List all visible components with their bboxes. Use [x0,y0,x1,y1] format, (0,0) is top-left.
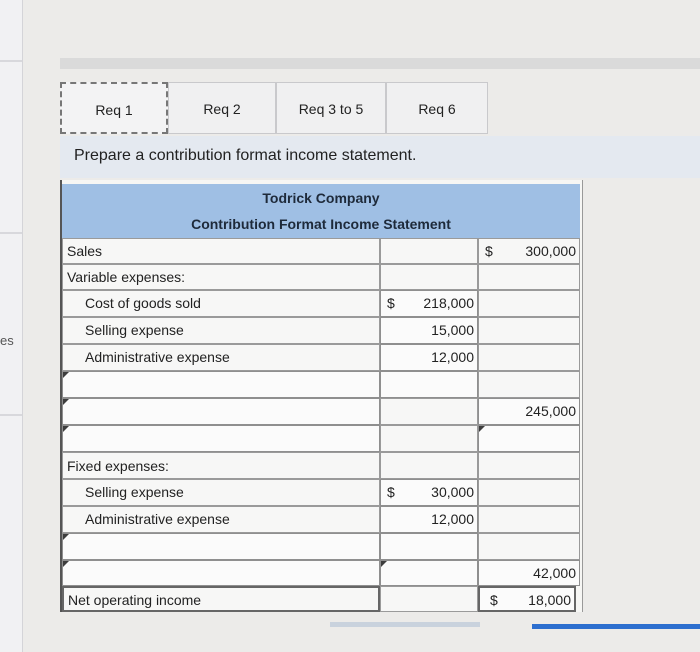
variable-expenses-label: Variable expenses: [62,264,380,290]
statement-title: Contribution Format Income Statement [191,216,451,232]
sidebar-label: es [0,333,14,348]
dropdown-marker-icon [63,372,69,378]
statement-header [62,184,580,239]
empty-amount-input[interactable] [380,371,478,398]
fixed-empty-label-input[interactable] [62,533,380,560]
requirement-tabs [60,80,700,134]
dropdown-marker-icon [63,399,69,405]
tab-req-3-to-5[interactable]: Req 3 to 5 [276,82,386,134]
net-value: 18,000 [528,592,571,608]
fix-admin-amount[interactable]: 12,000 [380,506,478,533]
sales-dollar: $ [485,243,493,259]
left-panel-divider [0,60,22,62]
tab-req-1[interactable]: Req 1 [60,82,168,134]
var-admin-amount[interactable]: 12,000 [380,344,478,371]
var-total-label-input[interactable] [62,398,380,425]
instruction-bar [60,136,700,178]
contribution-margin-label-input[interactable] [62,425,380,452]
empty-right [478,371,580,398]
net-dollar: $ [490,592,498,608]
fix-selling-right [478,479,580,506]
cogs-value: 218,000 [423,295,474,311]
progress-accent-bar [532,624,700,629]
fixed-empty-right [478,533,580,560]
fixed-header-right [478,452,580,479]
instruction-text: Prepare a contribution format income statement. [74,147,417,164]
fixed-empty-amount-input[interactable] [380,533,478,560]
cogs-right [478,290,580,317]
left-panel-divider [0,232,22,234]
tab-req-2[interactable]: Req 2 [168,82,276,134]
tab-req-6[interactable]: Req 6 [386,82,488,134]
variable-header-right [478,264,580,290]
left-panel-divider [0,414,22,416]
fix-selling-value: 30,000 [431,484,474,500]
cogs-label[interactable]: Cost of goods sold [62,290,380,317]
var-admin-label[interactable]: Administrative expense [62,344,380,371]
fix-selling-amount[interactable] [380,479,478,506]
fixed-total-amount[interactable]: 42,000 [478,560,580,586]
dropdown-marker-icon [381,561,387,567]
variable-header-mid [380,264,478,290]
fixed-header-mid [380,452,478,479]
fixed-expenses-label: Fixed expenses: [67,458,169,474]
fixed-total-mid-input[interactable] [380,560,478,586]
var-selling-amount[interactable]: 15,000 [380,317,478,344]
var-selling-right [478,317,580,344]
left-panel [0,0,23,652]
empty-label-input[interactable] [62,371,380,398]
dropdown-marker-icon [63,534,69,540]
contribution-margin-amount-input[interactable] [478,425,580,452]
net-income-label[interactable]: Net operating income [62,586,380,612]
fix-selling-label[interactable]: Selling expense [62,479,380,506]
dropdown-marker-icon [63,426,69,432]
scroll-indicator [330,622,480,627]
net-income-amount[interactable] [478,586,576,612]
dropdown-marker-icon [479,426,485,432]
fix-selling-dollar: $ [387,484,395,500]
top-strip [60,58,700,69]
var-total-amount[interactable]: 245,000 [478,398,580,425]
fixed-expenses-cell [62,452,380,479]
net-income-mid [380,586,478,612]
var-admin-right [478,344,580,371]
cogs-dollar: $ [387,295,395,311]
var-selling-label[interactable]: Selling expense [62,317,380,344]
var-total-mid [380,398,478,425]
sales-mid-cell [380,238,478,264]
contribution-margin-mid [380,425,478,452]
sales-label: Sales [62,238,380,264]
sales-value: 300,000 [525,243,576,259]
company-name: Todrick Company [262,190,380,206]
fix-admin-label[interactable]: Administrative expense [62,506,380,533]
dropdown-marker-icon [63,561,69,567]
fixed-total-label-input[interactable] [62,560,380,586]
sales-amount[interactable] [478,238,580,264]
fix-admin-right [478,506,580,533]
cogs-amount[interactable] [380,290,478,317]
